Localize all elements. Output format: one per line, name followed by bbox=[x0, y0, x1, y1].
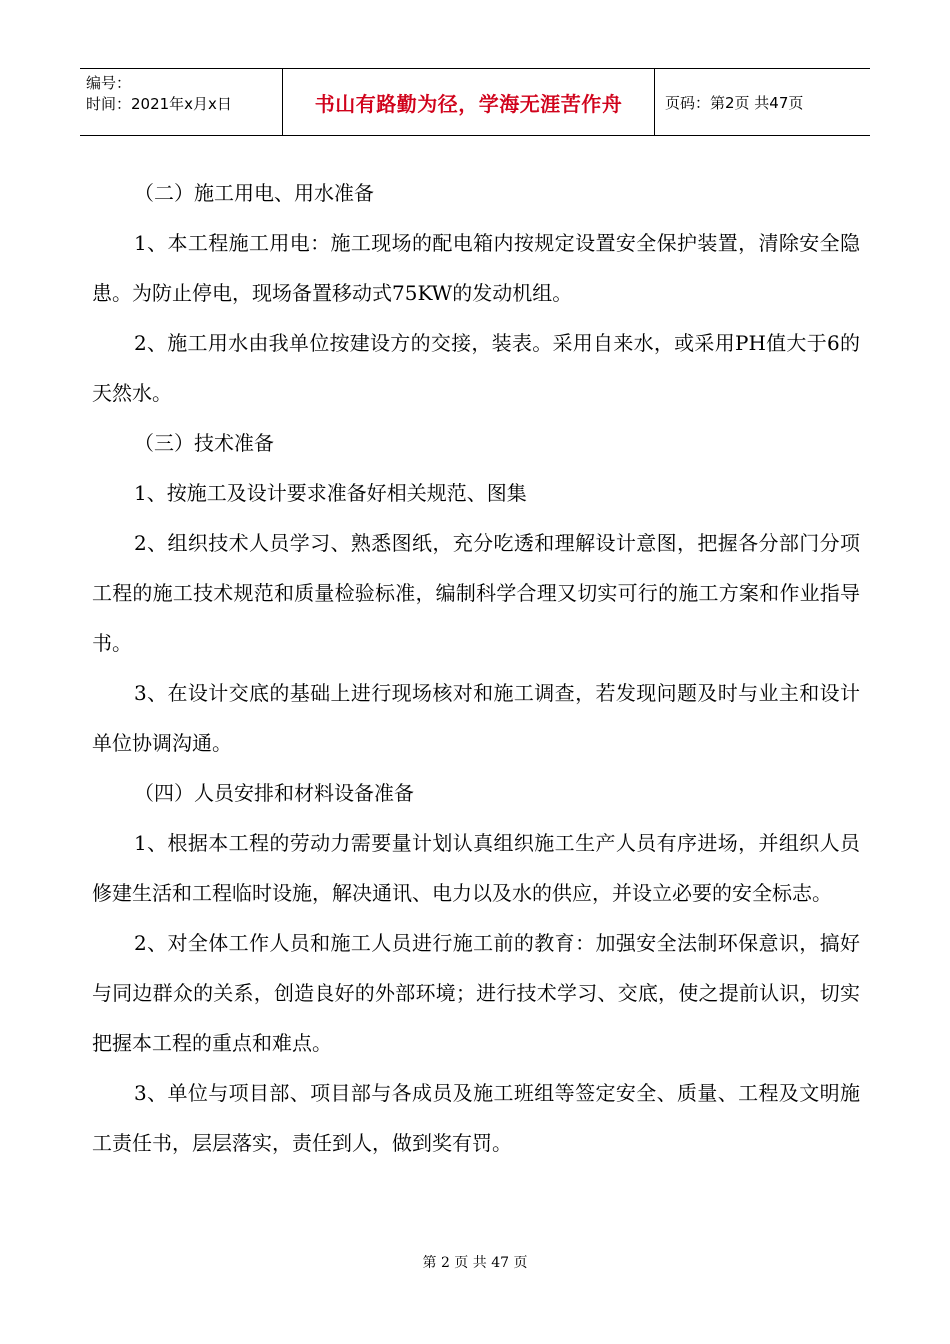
document-header bbox=[80, 68, 870, 136]
paragraph: 3、在设计交底的基础上进行现场核对和施工调查，若发现问题及时与业主和设计单位协调沟通。 bbox=[92, 681, 860, 755]
document-date: 时间：2021年x月x日 bbox=[86, 95, 232, 113]
page-footer: 第 2 页 共 47 页 bbox=[422, 1255, 528, 1271]
paragraph: 2、组织技术人员学习、熟悉图纸，充分吃透和理解设计意图，把握各分部门分项工程的施工技术规范和质量检验标准，编制科学合理又切实可行的施工方案和作业指导书。 bbox=[92, 531, 860, 655]
header-motto-cell bbox=[283, 69, 655, 135]
header-meta bbox=[80, 69, 283, 135]
document-body bbox=[92, 168, 860, 1168]
paragraph: 1、按施工及设计要求准备好相关规范、图集 bbox=[134, 481, 527, 505]
document-number: 编号： bbox=[86, 74, 132, 92]
header-motto: 书山有路勤为径，学海无涯苦作舟 bbox=[314, 91, 623, 116]
section-heading: （二）施工用电、用水准备 bbox=[134, 181, 374, 205]
section-heading: （四）人员安排和材料设备准备 bbox=[134, 781, 414, 805]
paragraph: 1、本工程施工用电：施工现场的配电箱内按规定设置安全保护装置，清除安全隐患。为防止停电，现场备置移动式75KW的发动机组。 bbox=[92, 231, 860, 305]
paragraph: 1、根据本工程的劳动力需要量计划认真组织施工生产人员有序进场，并组织人员修建生活和工程临时设施，解决通讯、电力以及水的供应，并设立必要的安全标志。 bbox=[92, 831, 860, 905]
paragraph: 3、单位与项目部、项目部与各成员及施工班组等签定安全、质量、工程及文明施工责任书，层层落实，责任到人，做到奖有罚。 bbox=[92, 1081, 860, 1155]
header-page-info: 页码：第2页 共47页 bbox=[665, 93, 804, 112]
paragraph: 2、对全体工作人员和施工人员进行施工前的教育：加强安全法制环保意识，搞好与同边群众的关系，创造良好的外部环境；进行技术学习、交底，使之提前认识，切实把握本工程的重点和难点。 bbox=[92, 931, 860, 1055]
paragraph: 2、施工用水由我单位按建设方的交接，装表。采用自来水，或采用PH值大于6的天然水。 bbox=[92, 331, 860, 405]
section-heading: （三）技术准备 bbox=[134, 431, 274, 455]
